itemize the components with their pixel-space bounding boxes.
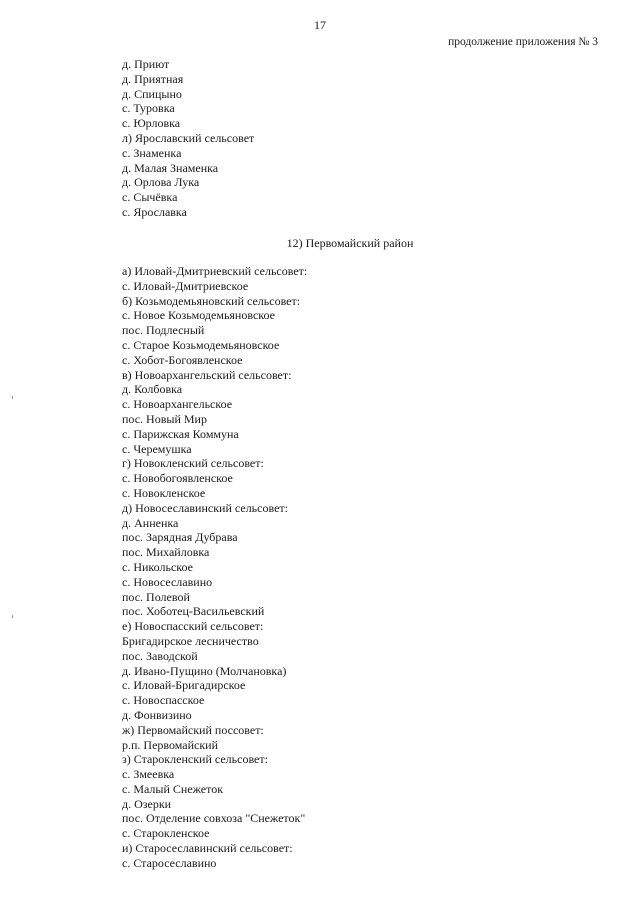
list-item: в) Новоархангельский сельсовет: <box>122 367 292 382</box>
list-item: д. Озерки <box>122 796 172 811</box>
list-item: з) Старокленский сельсовет: <box>122 752 268 767</box>
list-item: с. Новое Козьмодемьяновское <box>122 308 275 323</box>
appendix-continuation-note: продолжение приложения № 3 <box>448 36 598 48</box>
scan-margin-mark <box>12 396 13 399</box>
list-item: с. Ярославка <box>122 204 187 219</box>
list-item: с. Старое Козьмодемьяновское <box>122 337 280 352</box>
page-number: 17 <box>314 18 326 32</box>
list-item: е) Новоспасский сельсовет: <box>122 619 264 634</box>
list-item: с. Юрловка <box>122 116 181 131</box>
list-item: д. Ивано-Пущино (Молчановка) <box>122 663 287 678</box>
list-item: пос. Хоботец-Васильевский <box>122 604 265 619</box>
list-item: с. Новосеславино <box>122 574 213 589</box>
list-item: пос. Полевой <box>122 589 190 604</box>
list-item: с. Старокленское <box>122 826 210 841</box>
settlement-list-pervomaisky <box>122 264 307 871</box>
list-item: д. Малая Знаменка <box>122 160 219 175</box>
list-item: с. Знаменка <box>122 145 182 160</box>
list-item: с. Хобот-Богоявленское <box>122 352 243 367</box>
list-item: ж) Первомайский поссовет: <box>122 722 264 737</box>
list-item: с. Сычёвка <box>122 190 178 205</box>
list-item: пос. Новый Мир <box>122 411 207 426</box>
list-item: б) Козьмодемьяновский сельсовет: <box>122 293 301 308</box>
list-item: пос. Зарядная Дубрава <box>122 530 238 545</box>
list-item: с. Никольское <box>122 559 193 574</box>
settlement-list-continued <box>122 57 254 220</box>
list-item: д. Фонвизино <box>122 707 192 722</box>
list-item: д. Колбовка <box>122 382 183 397</box>
list-item: с. Старосеславино <box>122 855 217 870</box>
list-item: Бригадирское лесничество <box>122 633 259 648</box>
list-item: с. Парижская Коммуна <box>122 426 239 441</box>
list-item: с. Черемушка <box>122 441 192 456</box>
list-item: с. Иловай-Дмитриевское <box>122 278 249 293</box>
list-item: д) Новосеславинский сельсовет: <box>122 500 288 515</box>
section-heading: 12) Первомайский район <box>286 236 414 250</box>
list-item: с. Туровка <box>122 101 175 116</box>
list-item: пос. Михайловка <box>122 545 210 560</box>
list-item: пос. Отделение совхоза "Снежеток" <box>122 811 306 826</box>
list-item: с. Иловай-Бригадирское <box>122 678 246 693</box>
list-item: пос. Заводской <box>122 648 198 663</box>
list-item: д. Спицыно <box>122 86 182 101</box>
list-item: д. Орлова Лука <box>122 175 200 190</box>
list-item: г) Новокленский сельсовет: <box>122 456 264 471</box>
list-item: л) Ярославский сельсовет <box>122 130 255 145</box>
list-item: а) Иловай-Дмитриевский сельсовет: <box>122 264 308 278</box>
list-item: и) Старосеславинский сельсовет: <box>122 841 293 856</box>
list-item: д. Анненка <box>122 515 179 530</box>
list-item: с. Змеевка <box>122 767 175 782</box>
scan-margin-mark <box>12 615 13 618</box>
list-item: с. Новоспасское <box>122 693 205 708</box>
list-item: с. Новобогоявленское <box>122 471 233 486</box>
list-item: с. Малый Снежеток <box>122 781 224 796</box>
list-item: пос. Подлесный <box>122 323 205 338</box>
list-item: с. Новокленское <box>122 485 206 500</box>
list-item: д. Приятная <box>122 71 184 86</box>
list-item: д. Приют <box>122 57 170 71</box>
list-item: р.п. Первомайский <box>122 737 219 752</box>
list-item: с. Новоархангельское <box>122 397 233 412</box>
